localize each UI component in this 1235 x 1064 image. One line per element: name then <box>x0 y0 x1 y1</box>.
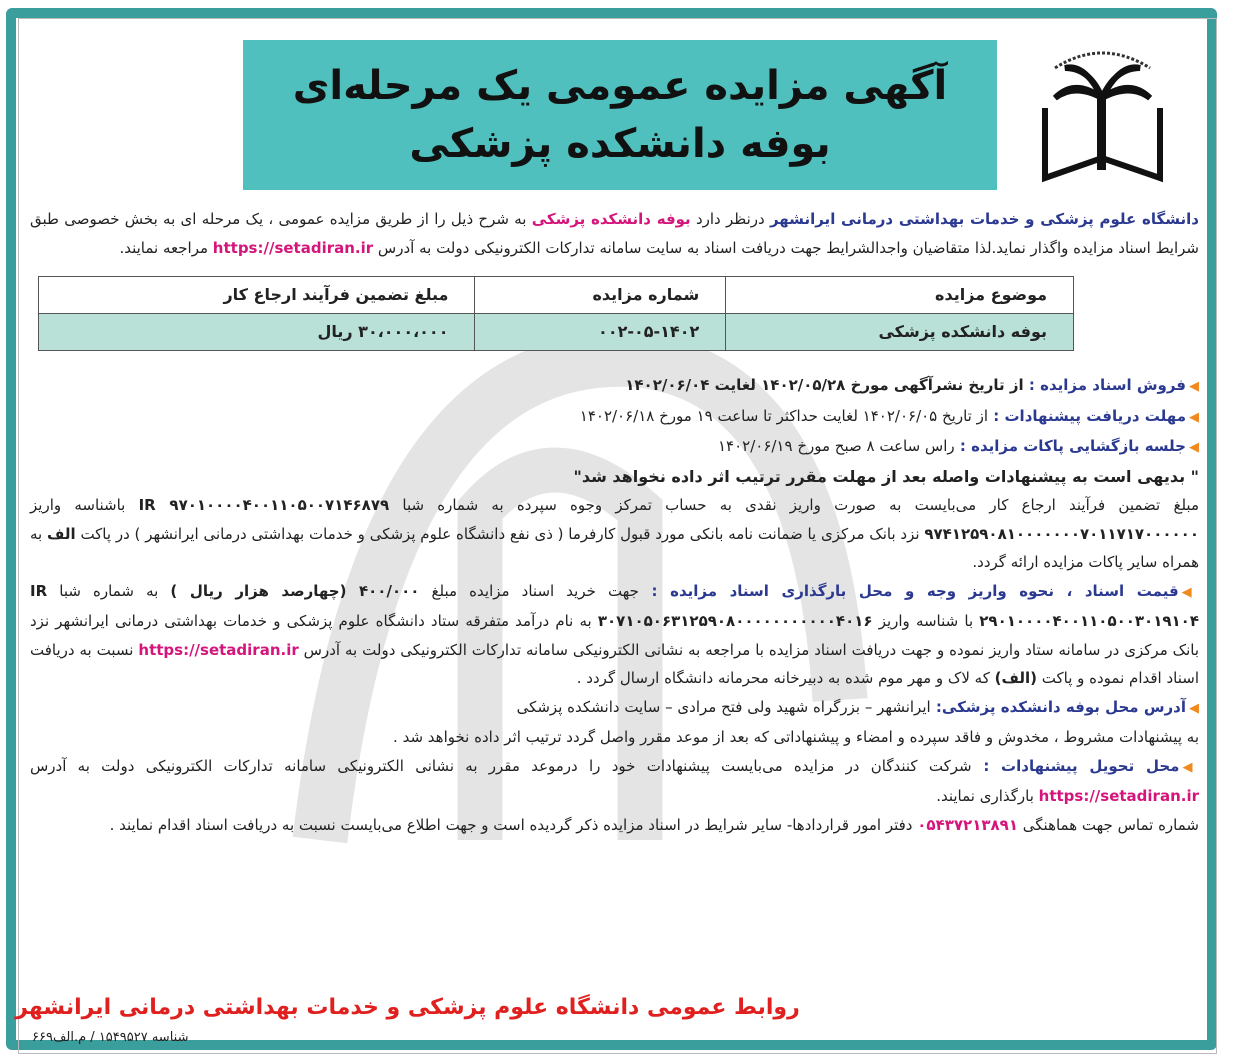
text: جهت خرید اسناد مزایده مبلغ <box>419 581 639 600</box>
text: به نام درآمد متفرقه ستاد دانشگاه علوم پزشکی و خدمات بهداشتی درمانی ایرانشهر نزد بانک مرکزی در سامانه ستاد واریز نموده و جهت دریافت اسناد مزایده با مراجعه به نشانی الکترونیکی سامانه تدارکات الکترونیکی دولت به آدرس <box>30 612 1199 659</box>
item-label: مهلت دریافت پیشنهادات : <box>988 406 1186 425</box>
notice: " بدیهی است به پیشنهادات واصله بعد از مهلت مقرر ترتیب اثر داده نخواهد شد" <box>573 466 1199 486</box>
text: نسبت به دریافت اسناد اقدام نموده و پاکت <box>30 640 1199 687</box>
auction-table <box>38 276 1074 351</box>
item-label: آدرس محل بوفه دانشکده پزشکی: <box>930 697 1186 716</box>
title-line2: بوفه دانشکده پزشکی <box>409 121 831 167</box>
item-text: ایرانشهر – بزرگراه شهید ولی فتح مرادی – سایت دانشکده پزشکی <box>516 697 931 716</box>
packet-label: (الف) <box>994 669 1037 687</box>
item-label: محل تحویل پیشنهادات : <box>971 756 1180 775</box>
item-address <box>30 693 1199 724</box>
item-label: قیمت اسناد ، نحوه واریز وجه و محل بارگذاری اسناد مزایده : <box>638 581 1179 600</box>
table-header: موضوع مزایده <box>726 277 1074 314</box>
text: به همراه سایر پاکات مزایده ارائه گردد. <box>30 524 1199 571</box>
item-text: از تاریخ نشرآگهی مورخ ۱۴۰۲/۰۵/۲۸ لغایت ۱۴۰۲/۰۶/۰۴ <box>625 376 1024 394</box>
sheba-number: IR ۹۷۰۱۰۰۰۰۴۰۰۱۱۰۵۰۰۷۱۴۶۸۷۹ <box>138 496 390 514</box>
table-header: مبلغ تضمین فرآیند ارجاع کار <box>39 277 475 314</box>
title-line1: آگهی مزایده عمومی یک مرحله‌ای <box>292 63 948 109</box>
item-delivery <box>30 752 1199 811</box>
item-text: راس ساعت ۸ صبح مورخ ۱۴۰۲/۰۶/۱۹ <box>717 437 955 455</box>
item-opening <box>30 432 1199 463</box>
text: که لاک و مهر موم شده به دبیرخانه محرمانه دانشگاه ارسال گردد . <box>576 669 995 687</box>
text: باشناسه واریز <box>30 496 139 514</box>
footer-public-relations: روابط عمومی دانشگاه علوم پزشکی و خدمات بهداشتی درمانی ایرانشهر <box>15 995 800 1020</box>
text: دفتر امور قراردادها- سایر شرایط در اسناد مزایده ذکر گردیده است و جهت اطلاع می‌بایست نسبت به دریافت اسناد اقدام نمایند . <box>109 815 918 834</box>
ad-body <box>30 205 1199 839</box>
arrow-icon: ◀ <box>1189 440 1199 455</box>
payment-id: ۳۰۷۱۰۵۰۶۳۱۲۵۹۰۸۰۰۰۰۰۰۰۰۰۰۰۴۰۱۶ <box>597 612 873 630</box>
packet-label: الف <box>47 524 76 543</box>
arrow-icon: ◀ <box>1189 700 1199 716</box>
text: بارگذاری نمایند. <box>936 787 1039 805</box>
item-label: جلسه بازگشایی پاکات مزایده : <box>954 437 1186 455</box>
intro-text: درنظر دارد <box>690 210 770 228</box>
table-header: شماره مزایده <box>475 277 726 314</box>
ad-code: شناسه ۱۵۴۹۵۲۷ / م.الف۶۶۹ <box>32 1030 189 1045</box>
text: شماره تماس جهت هماهنگی <box>1017 815 1199 834</box>
intro-paragraph <box>30 205 1199 262</box>
text: مبلغ تضمین فرآیند ارجاع کار می‌بایست به صورت واریز نقدی به حساب تمرکز وجوه سپرده به شماره شبا <box>389 496 1199 514</box>
table-cell: ۳۰،۰۰۰،۰۰۰ ریال <box>39 314 475 351</box>
item-sale <box>30 371 1199 402</box>
contact-paragraph <box>30 811 1199 840</box>
table-row <box>39 314 1074 351</box>
setad-link[interactable]: https://setadiran.ir <box>212 238 374 257</box>
item-deadline <box>30 402 1199 433</box>
arrow-icon: ◀ <box>1189 409 1199 425</box>
subject-name: بوفه دانشکده پزشکی <box>531 210 691 228</box>
item-text: از تاریخ ۱۴۰۲/۰۶/۰۵ لغایت حداکثر تا ساعت ۱۹ مورخ ۱۴۰۲/۰۶/۱۸ <box>579 406 989 425</box>
university-logo <box>1035 38 1170 188</box>
text: به شماره شبا <box>47 581 171 600</box>
title-box <box>243 40 997 190</box>
table-cell: بوفه دانشکده پزشکی <box>726 314 1074 351</box>
arrow-icon: ◀ <box>1181 584 1200 600</box>
intro-text: مراجعه نمایند. <box>119 238 213 257</box>
intro-text: به شرح ذیل را از طریق مزایده عمومی ، یک مرحله ای به بخش خصوصی طبق شرایط اسناد مزایده واگذار نماید.لذا متقاضیان واجدالشرایط جهت دریافت اسناد به سایت سامانه تدارکات الکترونیکی دولت به آدرس <box>30 210 1199 257</box>
text: با شناسه واریز <box>872 612 980 630</box>
item-label: فروش اسناد مزایده : <box>1023 376 1186 394</box>
setad-link[interactable]: https://setadiran.ir <box>1038 787 1199 805</box>
item-price <box>30 577 1199 693</box>
guarantee-paragraph <box>30 491 1199 577</box>
text: نزد بانک مرکزی یا ضمانت نامه بانکی مورد قبول کارفرما ( ذی نفع دانشگاه علوم پزشکی و خدمات بهداشتی درمانی ایرانشهر ) در پاکت <box>75 524 925 543</box>
payment-id: ۹۷۴۱۲۵۹۰۸۱۰۰۰۰۰۰۰۷۰۱۱۷۱۷۰۰۰۰۰۰ <box>924 524 1199 543</box>
phone-number: ۰۵۴۳۷۲۱۳۸۹۱ <box>917 815 1018 834</box>
conditional-note: به پیشنهادات مشروط ، مخدوش و فاقد سپرده و امضاء و پیشنهاداتی که بعد از موعد مقرر واصل گردد ترتیب اثر داده نخواهد شد . <box>393 728 1199 746</box>
table-header-row <box>39 277 1074 314</box>
table-cell: ۰۰۲-۰۵-۱۴۰۲ <box>475 314 726 351</box>
text: شرکت کنندگان در مزایده می‌بایست پیشنهادات خود را درموعد مقرر به نشانی الکترونیکی سامانه تدارکات الکترونیکی دولت به آدرس <box>30 756 972 775</box>
sheba-number: IR ۲۹۰۱۰۰۰۰۴۰۰۱۱۰۵۰۰۳۰۱۹۱۰۴ <box>30 581 1199 630</box>
arrow-icon: ◀ <box>1182 759 1199 775</box>
arrow-icon: ◀ <box>1189 379 1199 394</box>
org-name: دانشگاه علوم پزشکی و خدمات بهداشتی درمانی ایرانشهر <box>769 210 1199 228</box>
price-amount: ۴۰۰/۰۰۰ (چهارصد هزار ریال ) <box>170 581 420 600</box>
setad-link[interactable]: https://setadiran.ir <box>138 640 299 659</box>
